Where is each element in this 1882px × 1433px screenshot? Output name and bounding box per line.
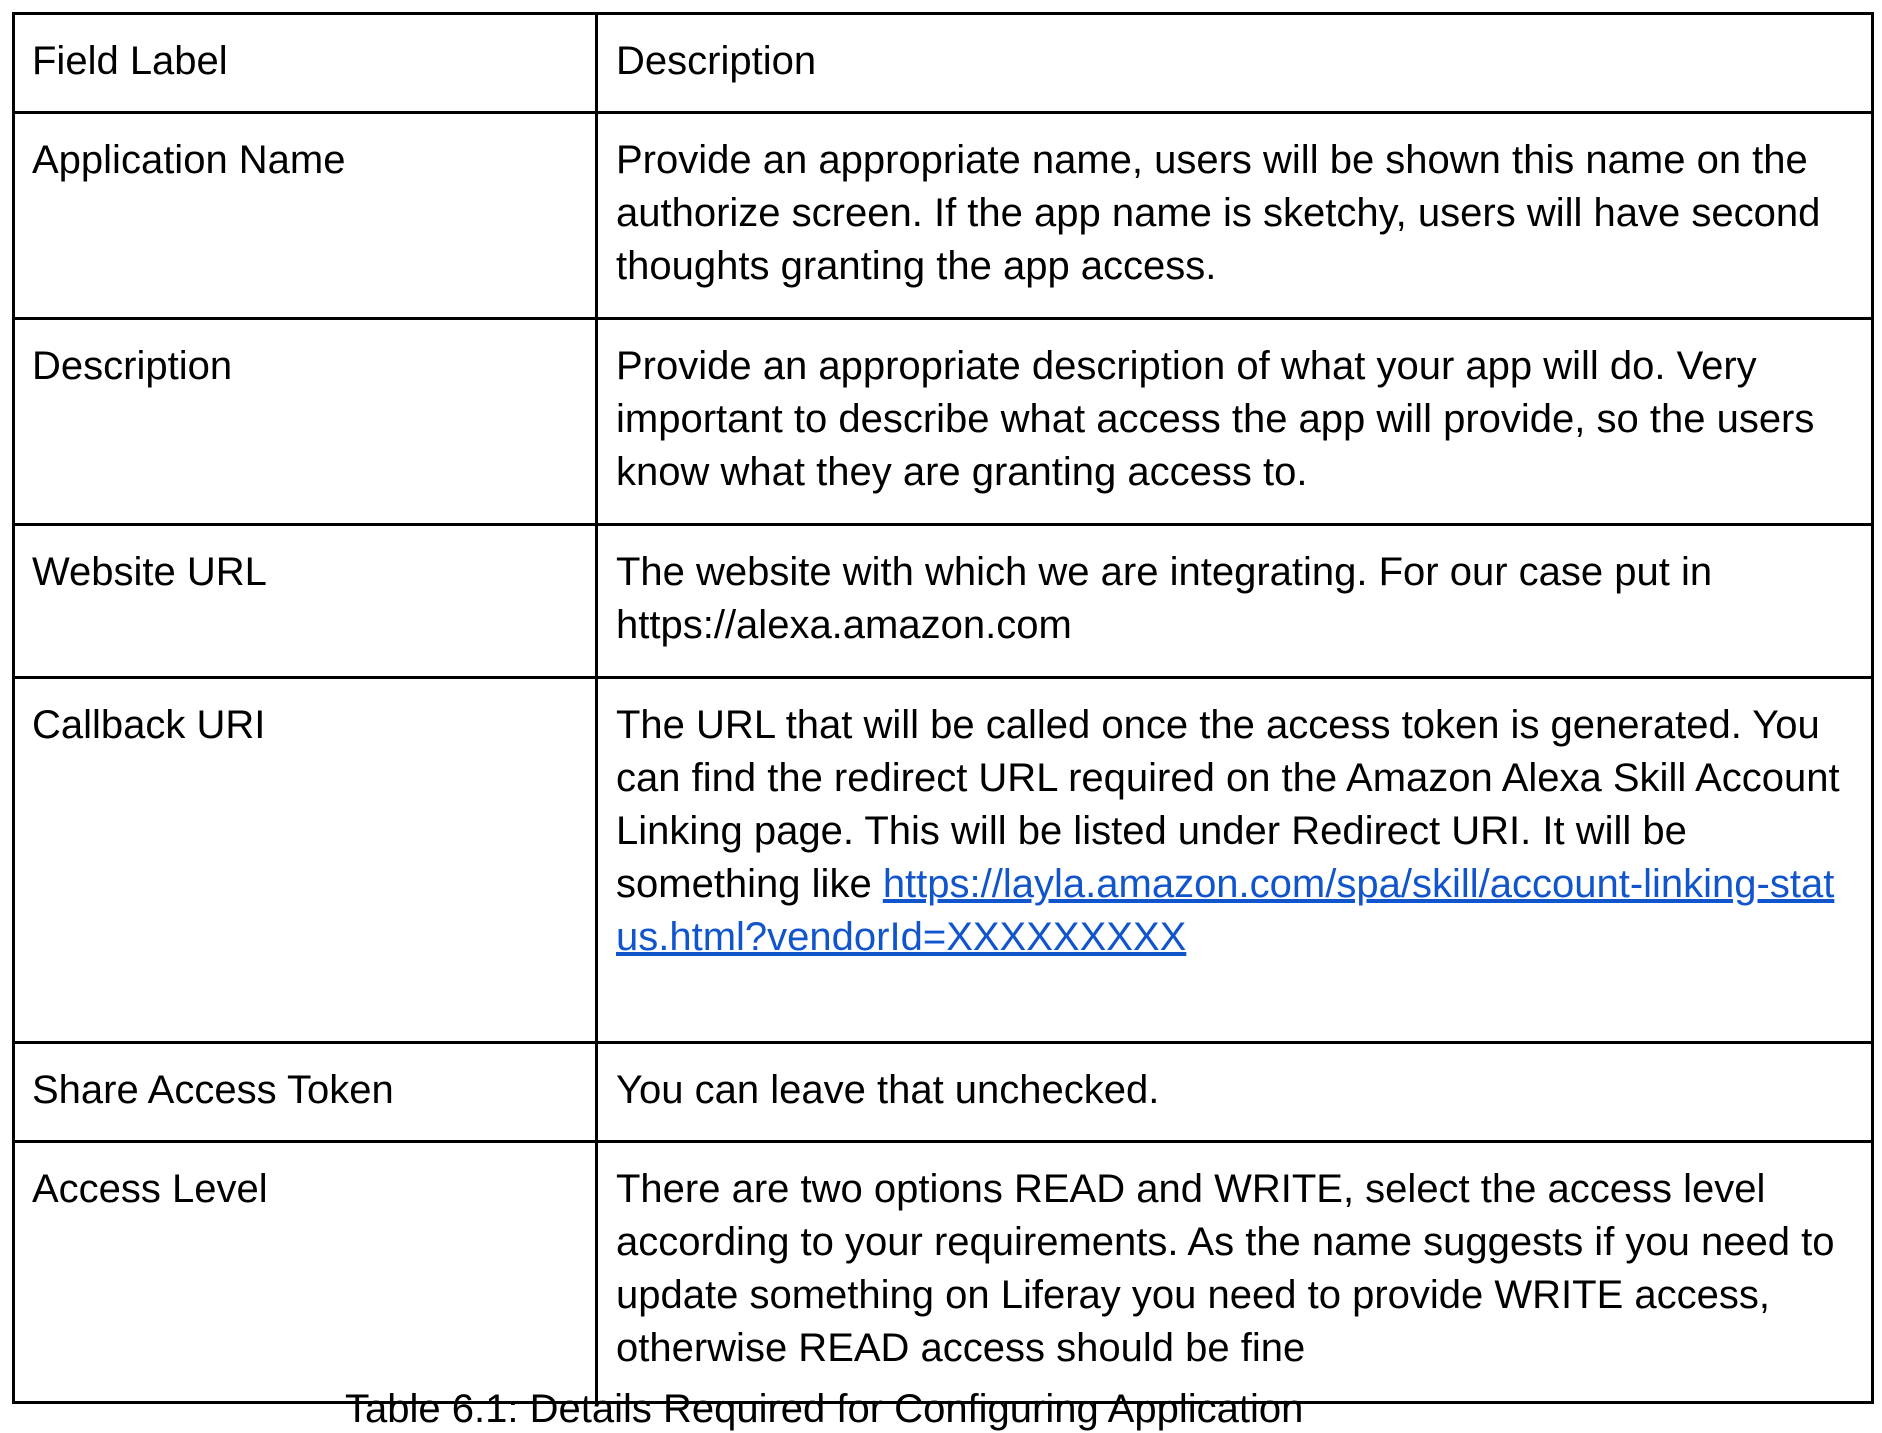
field-description-callback-uri [597, 678, 1873, 1043]
field-label-callback-uri: Callback URI [14, 678, 597, 1043]
field-description-description: Provide an appropriate description of what your app will do. Very important to describe what access the app will provide, so the users know what they are granting access to. [597, 319, 1873, 525]
field-label-website-url: Website URL [14, 525, 597, 678]
table-row [14, 319, 1873, 525]
field-description-table [12, 12, 1874, 1404]
field-description-application-name: Provide an appropriate name, users will be shown this name on the authorize screen. If the app name is sketchy, users will have second thoughts granting the app access. [597, 113, 1873, 319]
redirect-uri-link[interactable]: https://layla.amazon.com/spa/skill/account-linking-status.html?vendorId=XXXXXXXXX [616, 862, 1835, 959]
table-row [14, 1142, 1873, 1403]
header-description: Description [597, 14, 1873, 113]
table-row [14, 1043, 1873, 1142]
field-label-share-access-token: Share Access Token [14, 1043, 597, 1142]
field-description-website-url: The website with which we are integrating. For our case put in https://alexa.amazon.com [597, 525, 1873, 678]
table-caption: Table 6.1: Details Required for Configuring Application [345, 1387, 1304, 1431]
table-row [14, 113, 1873, 319]
field-description-share-access-token: You can leave that unchecked. [597, 1043, 1873, 1142]
field-label-access-level: Access Level [14, 1142, 597, 1403]
table-row [14, 525, 1873, 678]
field-description-access-level: There are two options READ and WRITE, select the access level according to your requirements. As the name suggests if you need to update something on Liferay you need to provide WRITE access, otherwise READ access should be fine [597, 1142, 1873, 1403]
callback-uri-text: The URL that will be called once the access token is generated. You can find the redirect URL required on the Amazon Alexa Skill Account Linking page. This will be listed under Redirect URI. It will be something like [616, 703, 1840, 906]
field-label-description: Description [14, 319, 597, 525]
table-header-row [14, 14, 1873, 113]
table-row [14, 678, 1873, 1043]
header-field-label: Field Label [14, 14, 597, 113]
field-label-application-name: Application Name [14, 113, 597, 319]
